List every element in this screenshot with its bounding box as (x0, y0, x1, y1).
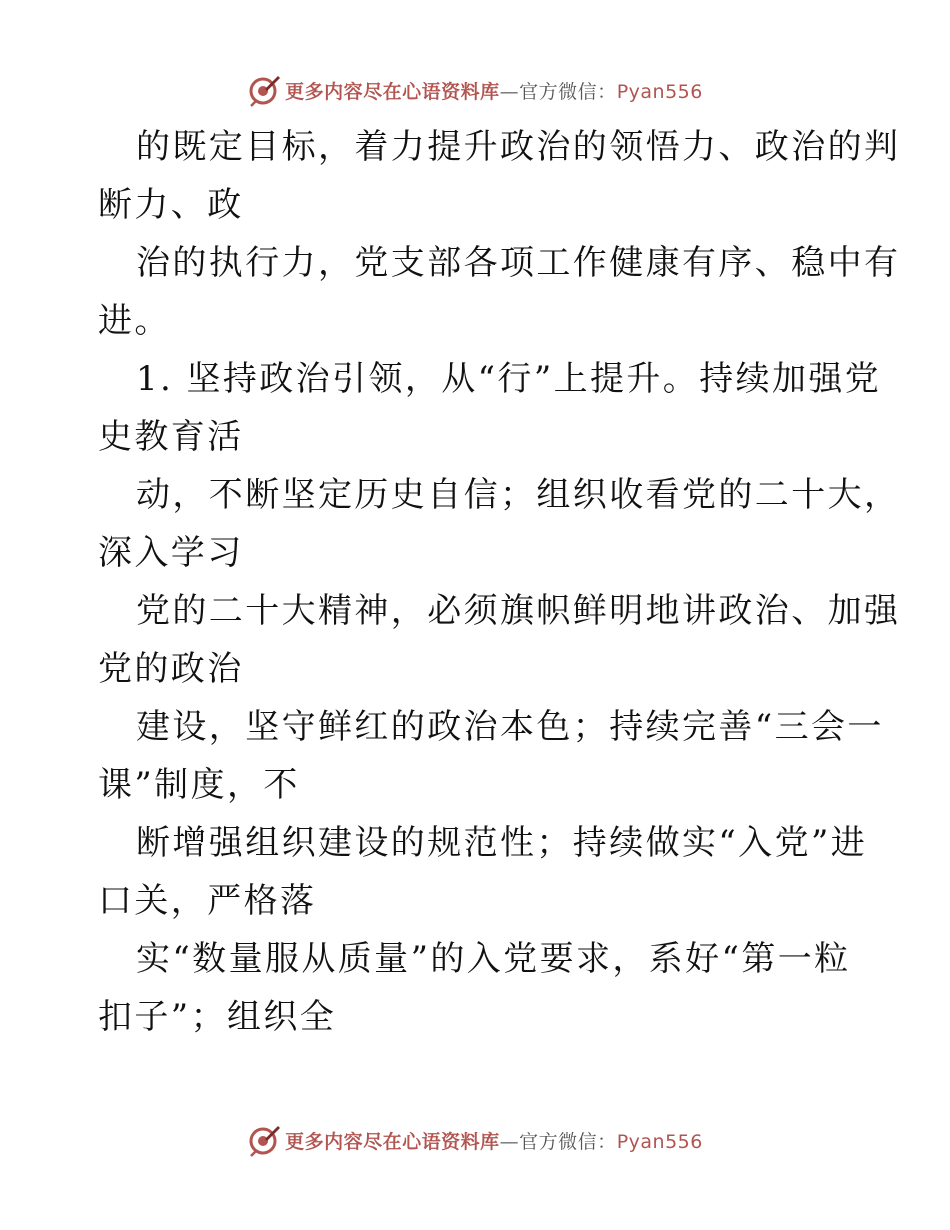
quill-pen-circle-icon (247, 73, 281, 107)
document-body (98, 118, 901, 1046)
paragraph-line: 进。 (98, 301, 171, 341)
paragraph-line: 课”制度，不 (98, 765, 300, 805)
footer-wechat-label: 官方微信： (519, 1130, 617, 1153)
paragraph-line: 断增强组织建设的规范性；持续做实“入党”进 (136, 823, 868, 863)
header-banner (0, 72, 950, 108)
paragraph-line: 建设，坚守鲜红的政治本色；持续完善“三会一 (136, 707, 884, 747)
footer-banner (0, 1122, 950, 1158)
paragraph-line: 治的执行力，党支部各项工作健康有序、稳中有 (136, 243, 901, 283)
footer-brand-text: 更多内容尽在心语资料库 (285, 1130, 500, 1153)
paragraph-line: 的既定目标，着力提升政治的领悟力、政治的判 (136, 127, 901, 167)
header-brand-text: 更多内容尽在心语资料库 (285, 80, 500, 103)
paragraph-line: 扣子”；组织全 (98, 997, 337, 1037)
footer-separator: — (499, 1130, 520, 1153)
paragraph-line: 党的政治 (98, 649, 244, 689)
paragraph-line: 深入学习 (98, 533, 244, 573)
paragraph-line: 史教育活 (98, 417, 244, 457)
paragraph-line: 1. 坚持政治引领，从“行”上提升。持续加强党 (136, 359, 882, 399)
header-wechat-id: Pyan556 (616, 80, 703, 103)
paragraph-line: 断力、政 (98, 185, 244, 225)
header-banner-text (285, 77, 703, 104)
paragraph-line: 口关，严格落 (98, 881, 317, 921)
paragraph-line: 动，不断坚定历史自信；组织收看党的二十大， (136, 475, 901, 515)
header-separator: — (499, 80, 520, 103)
footer-wechat-id: Pyan556 (616, 1130, 703, 1153)
quill-pen-circle-icon (247, 1123, 281, 1157)
paragraph-line: 党的二十大精神，必须旗帜鲜明地讲政治、加强 (136, 591, 901, 631)
paragraph-line: 实“数量服从质量”的入党要求，系好“第一粒 (136, 939, 851, 979)
header-wechat-label: 官方微信： (519, 80, 617, 103)
footer-banner-text (285, 1127, 703, 1154)
